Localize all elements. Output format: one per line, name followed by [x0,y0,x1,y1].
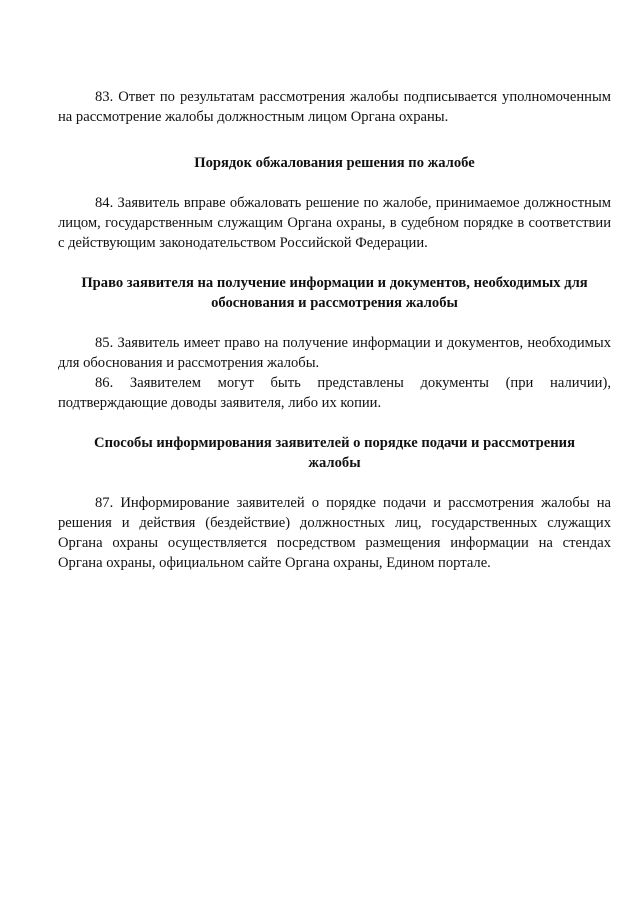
spacer [58,253,611,273]
section-heading-rights: Право заявителя на получение информации и документов, необходимых для обоснования и рассмотрения жалобы [81,275,588,311]
paragraph-87: 87. Информирование заявителей о порядке подачи и рассмотрения жалобы на решения и действия (бездействие) должностных лиц, государственных служащих Органа охраны осуществляется посредством размещения информации на стендах Органа охраны, официальном сайте Органа охраны, Едином портале. [58,495,611,571]
paragraph-85: 85. Заявитель имеет право на получение информации и документов, необходимых для обоснования и рассмотрения жалобы. [58,335,611,371]
paragraph-83: 83. Ответ по результатам рассмотрения жалобы подписывается уполномоченным на рассмотрение жалобы должностным лицом Органа охраны. [58,89,611,125]
section-heading-appeal: Порядок обжалования решения по жалобе [194,155,475,171]
paragraph-84: 84. Заявитель вправе обжаловать решение по жалобе, принимаемое должностным лицом, государственным служащим Органа охраны, в судебном порядке в соответствии с действующим законодательством Российской Федерации. [58,195,611,251]
paragraph-86: 86. Заявителем могут быть представлены документы (при наличии), подтверждающие доводы заявителя, либо их копии. [58,375,611,411]
spacer [58,473,611,493]
spacer [58,127,611,153]
spacer [58,313,611,333]
spacer [58,413,611,433]
section-heading-informing: Способы информирования заявителей о порядке подачи и рассмотрения жалобы [94,435,575,471]
spacer [58,173,611,193]
